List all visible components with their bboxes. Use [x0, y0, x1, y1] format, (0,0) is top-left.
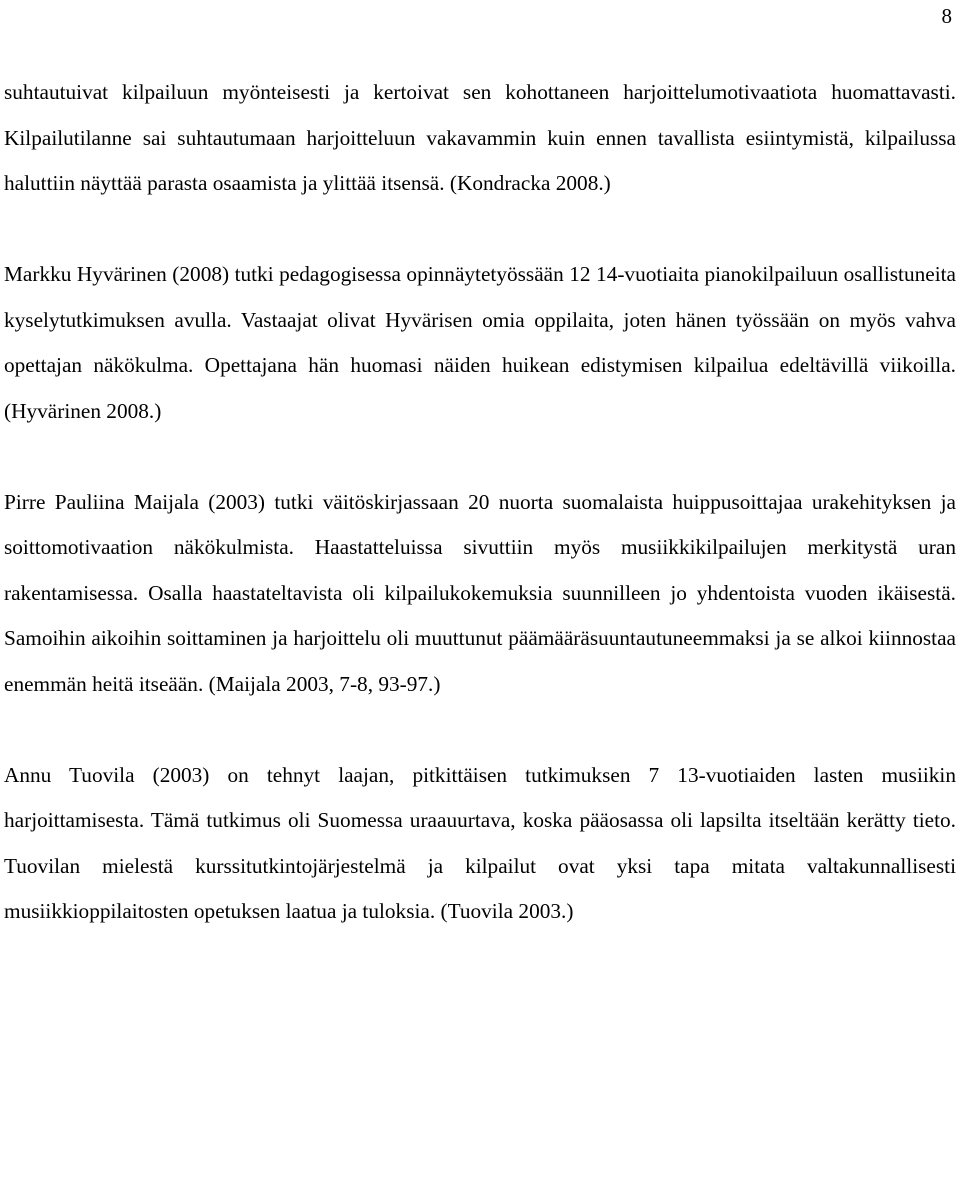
paragraph-hyvarinen: Markku Hyvärinen (2008) tutki pedagogisessa opinnäytetyössään 12 14-vuotiaita pianokilpailuun osallistuneita kyselytutkimuksen avulla. Vastaajat olivat Hyvärisen omia oppilaita, joten hänen työssään on myös vahva opettajan näkökulma. Opettajana hän huomasi näiden huikean edistymisen kilpailua edeltävillä viikoilla. (Hyvärinen 2008.) [4, 262, 956, 423]
paragraph-maijala: Pirre Pauliina Maijala (2003) tutki väitöskirjassaan 20 nuorta suomalaista huippusoittajaa urakehityksen ja soittomotivaation näkökulmista. Haastatteluissa sivuttiin myös musiikkikilpailujen merkitystä uran rakentamisessa. Osalla haastateltavista oli kilpailukokemuksia suunnilleen jo yhdentoista vuoden ikäisestä. Samoihin aikoihin soittaminen ja harjoittelu oli muuttunut päämääräsuuntautuneemmaksi ja se alkoi kiinnostaa enemmän heitä itseään. (Maijala 2003, 7-8, 93-97.) [4, 489, 956, 696]
body-text [4, 70, 956, 935]
paragraph-tuovila: Annu Tuovila (2003) on tehnyt laajan, pitkittäisen tutkimuksen 7 13-vuotiaiden lasten musiikin harjoittamisesta. Tämä tutkimus oli Suomessa uraauurtava, koska pääosassa oli lapsilta itseltään kerätty tieto. Tuovilan mielestä kurssitutkintojärjestelmä ja kilpailut ovat yksi tapa mitata valtakunnallisesti musiikkioppilaitosten opetuksen laatua ja tuloksia. (Tuovila 2003.) [4, 762, 956, 923]
paragraph-kondracka: suhtautuivat kilpailuun myönteisesti ja kertoivat sen kohottaneen harjoittelumotivaatiota huomattavasti. Kilpailutilanne sai suhtautumaan harjoitteluun vakavammin kuin ennen tavallista esiintymistä, kilpailussa haluttiin näyttää parasta osaamista ja ylittää itsensä. (Kondracka 2008.) [4, 80, 956, 195]
page-number: 8 [941, 4, 952, 28]
